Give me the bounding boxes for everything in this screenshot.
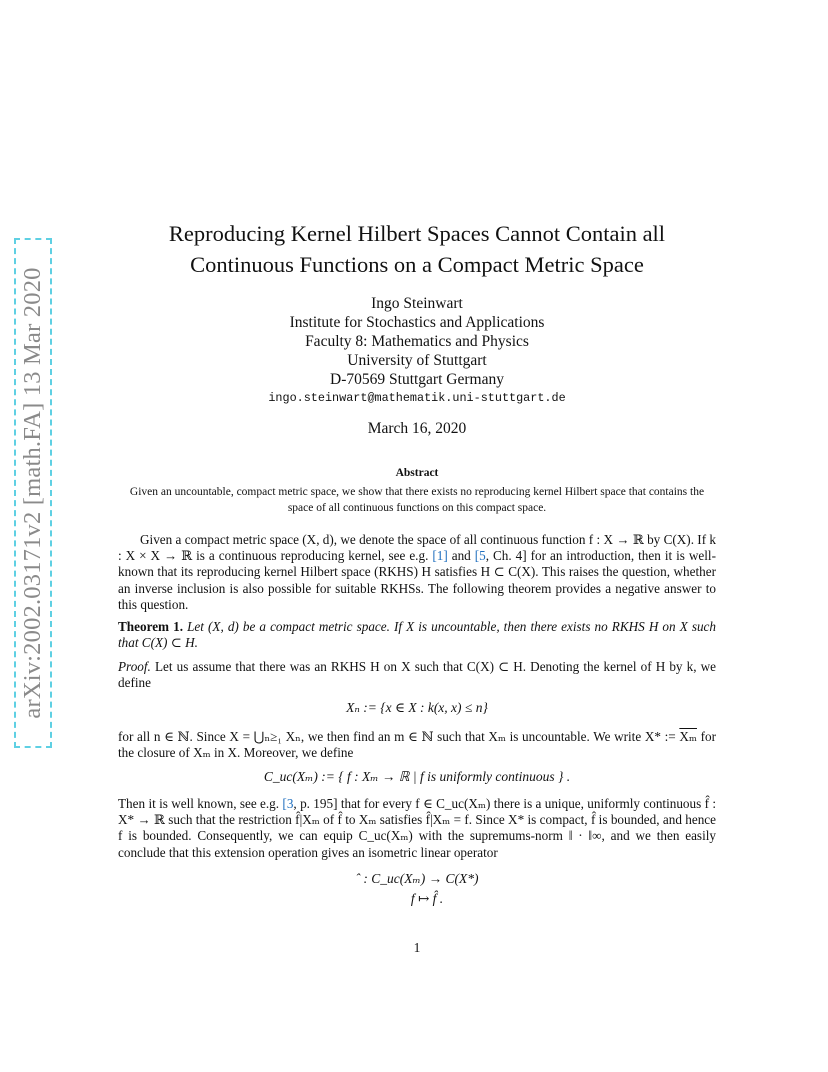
intro-text-b: and (447, 548, 475, 564)
extension-text-b: , p. 195] that for every f ∈ C_uc(Xₘ) there is a unique, uniformly continuous f̂ : X* → ℝ such that the restriction f̂|Xₘ of f̂ to Xₘ satisfies f̂|Xₘ = f. Since X* is compact, f̂ is bounded, and hence f is bounded. Consequently, we can equip C_uc(Xₘ) with the supremums-norm ‖ · ‖∞, and we then easily conclude that this extension operation gives an isometric linear operator (118, 796, 716, 860)
equation-cuc: C_uc(Xₘ) := { f : Xₘ → ℝ | f is uniformly continuous } . (263, 769, 571, 784)
intro-text-a: Given a compact metric space (X, d), we denote the space of all continuous function f : X → ℝ by C(X). If k : X × X → ℝ is a continuous reproducing kernel, see e.g. (118, 532, 716, 564)
arxiv-stamp: arXiv:2002.03171v2 [math.FA] 13 Mar 2020 (19, 267, 46, 719)
abstract-heading: Abstract (395, 467, 439, 479)
theorem-label: Theorem 1. (118, 619, 183, 634)
author-email[interactable]: ingo.steinwart@mathematik.uni-stuttgart.de (268, 391, 566, 405)
proof-label: Proof. (118, 659, 151, 674)
author-name: Ingo Steinwart (371, 295, 463, 312)
intro-text-c: , Ch. 4] for an introduction, then it is well-known that its reproducing kernel Hilbert space (RKHS) H satisfies H ⊂ C(X). This raises the question, whether an inverse inclusion is also possible for suitable RKHSs. The following theorem provides a negative answer to this question. (118, 548, 716, 612)
equation-xn: Xₙ := {x ∈ X : k(x, x) ≤ n} (346, 700, 488, 715)
theorem-text: Let (X, d) be a compact metric space. If X is uncountable, then there exists no RKHS H on X such that C(X) ⊂ H. (118, 619, 716, 651)
citation-3[interactable]: [3 (282, 796, 294, 811)
extension-text-a: Then it is well known, see e.g. (118, 796, 283, 811)
extension-paragraph (118, 796, 716, 861)
uncountable-paragraph (118, 729, 716, 761)
closure-symbol: $\overline{X_m}$ (679, 729, 697, 744)
author-city: D-70569 Stuttgart Germany (330, 371, 504, 388)
uncountable-text-b: for the closure of Xₘ in X. Moreover, we define (118, 729, 716, 761)
proof-paragraph (118, 659, 716, 691)
citation-1[interactable]: [1] (432, 548, 448, 564)
uncountable-text-a: for all n ∈ ℕ. Since X = ⋃ₙ≥₁ Xₙ, we then find an m ∈ ℕ such that Xₘ is uncountable. We write X* := (118, 729, 680, 744)
proof-text: Let us assume that there was an RKHS H on X such that C(X) ⊂ H. Denoting the kernel of H by k, we define (118, 659, 716, 691)
paper-title: Reproducing Kernel Hilbert Spaces Cannot Contain all Continuous Functions on a Compact Metric Space (168, 221, 666, 277)
author-university: University of Stuttgart (347, 352, 487, 369)
equation-operator: ˆ : C_uc(Xₘ) → C(X*) (355, 871, 479, 886)
page-number: 1 (413, 940, 421, 955)
paper-date: March 16, 2020 (367, 420, 467, 437)
equation-mapping: f ↦ f̂ . (410, 891, 444, 906)
author-faculty: Faculty 8: Mathematics and Physics (305, 333, 529, 350)
author-institute: Institute for Stochastics and Applications (289, 314, 545, 331)
citation-5[interactable]: [5 (474, 548, 486, 564)
intro-paragraph (118, 532, 716, 613)
theorem-1 (118, 619, 716, 651)
abstract-text: Given an uncountable, compact metric space, we show that there exists no reproducing kernel Hilbert space that contains the space of all continuous functions on this compact space. (129, 486, 705, 514)
